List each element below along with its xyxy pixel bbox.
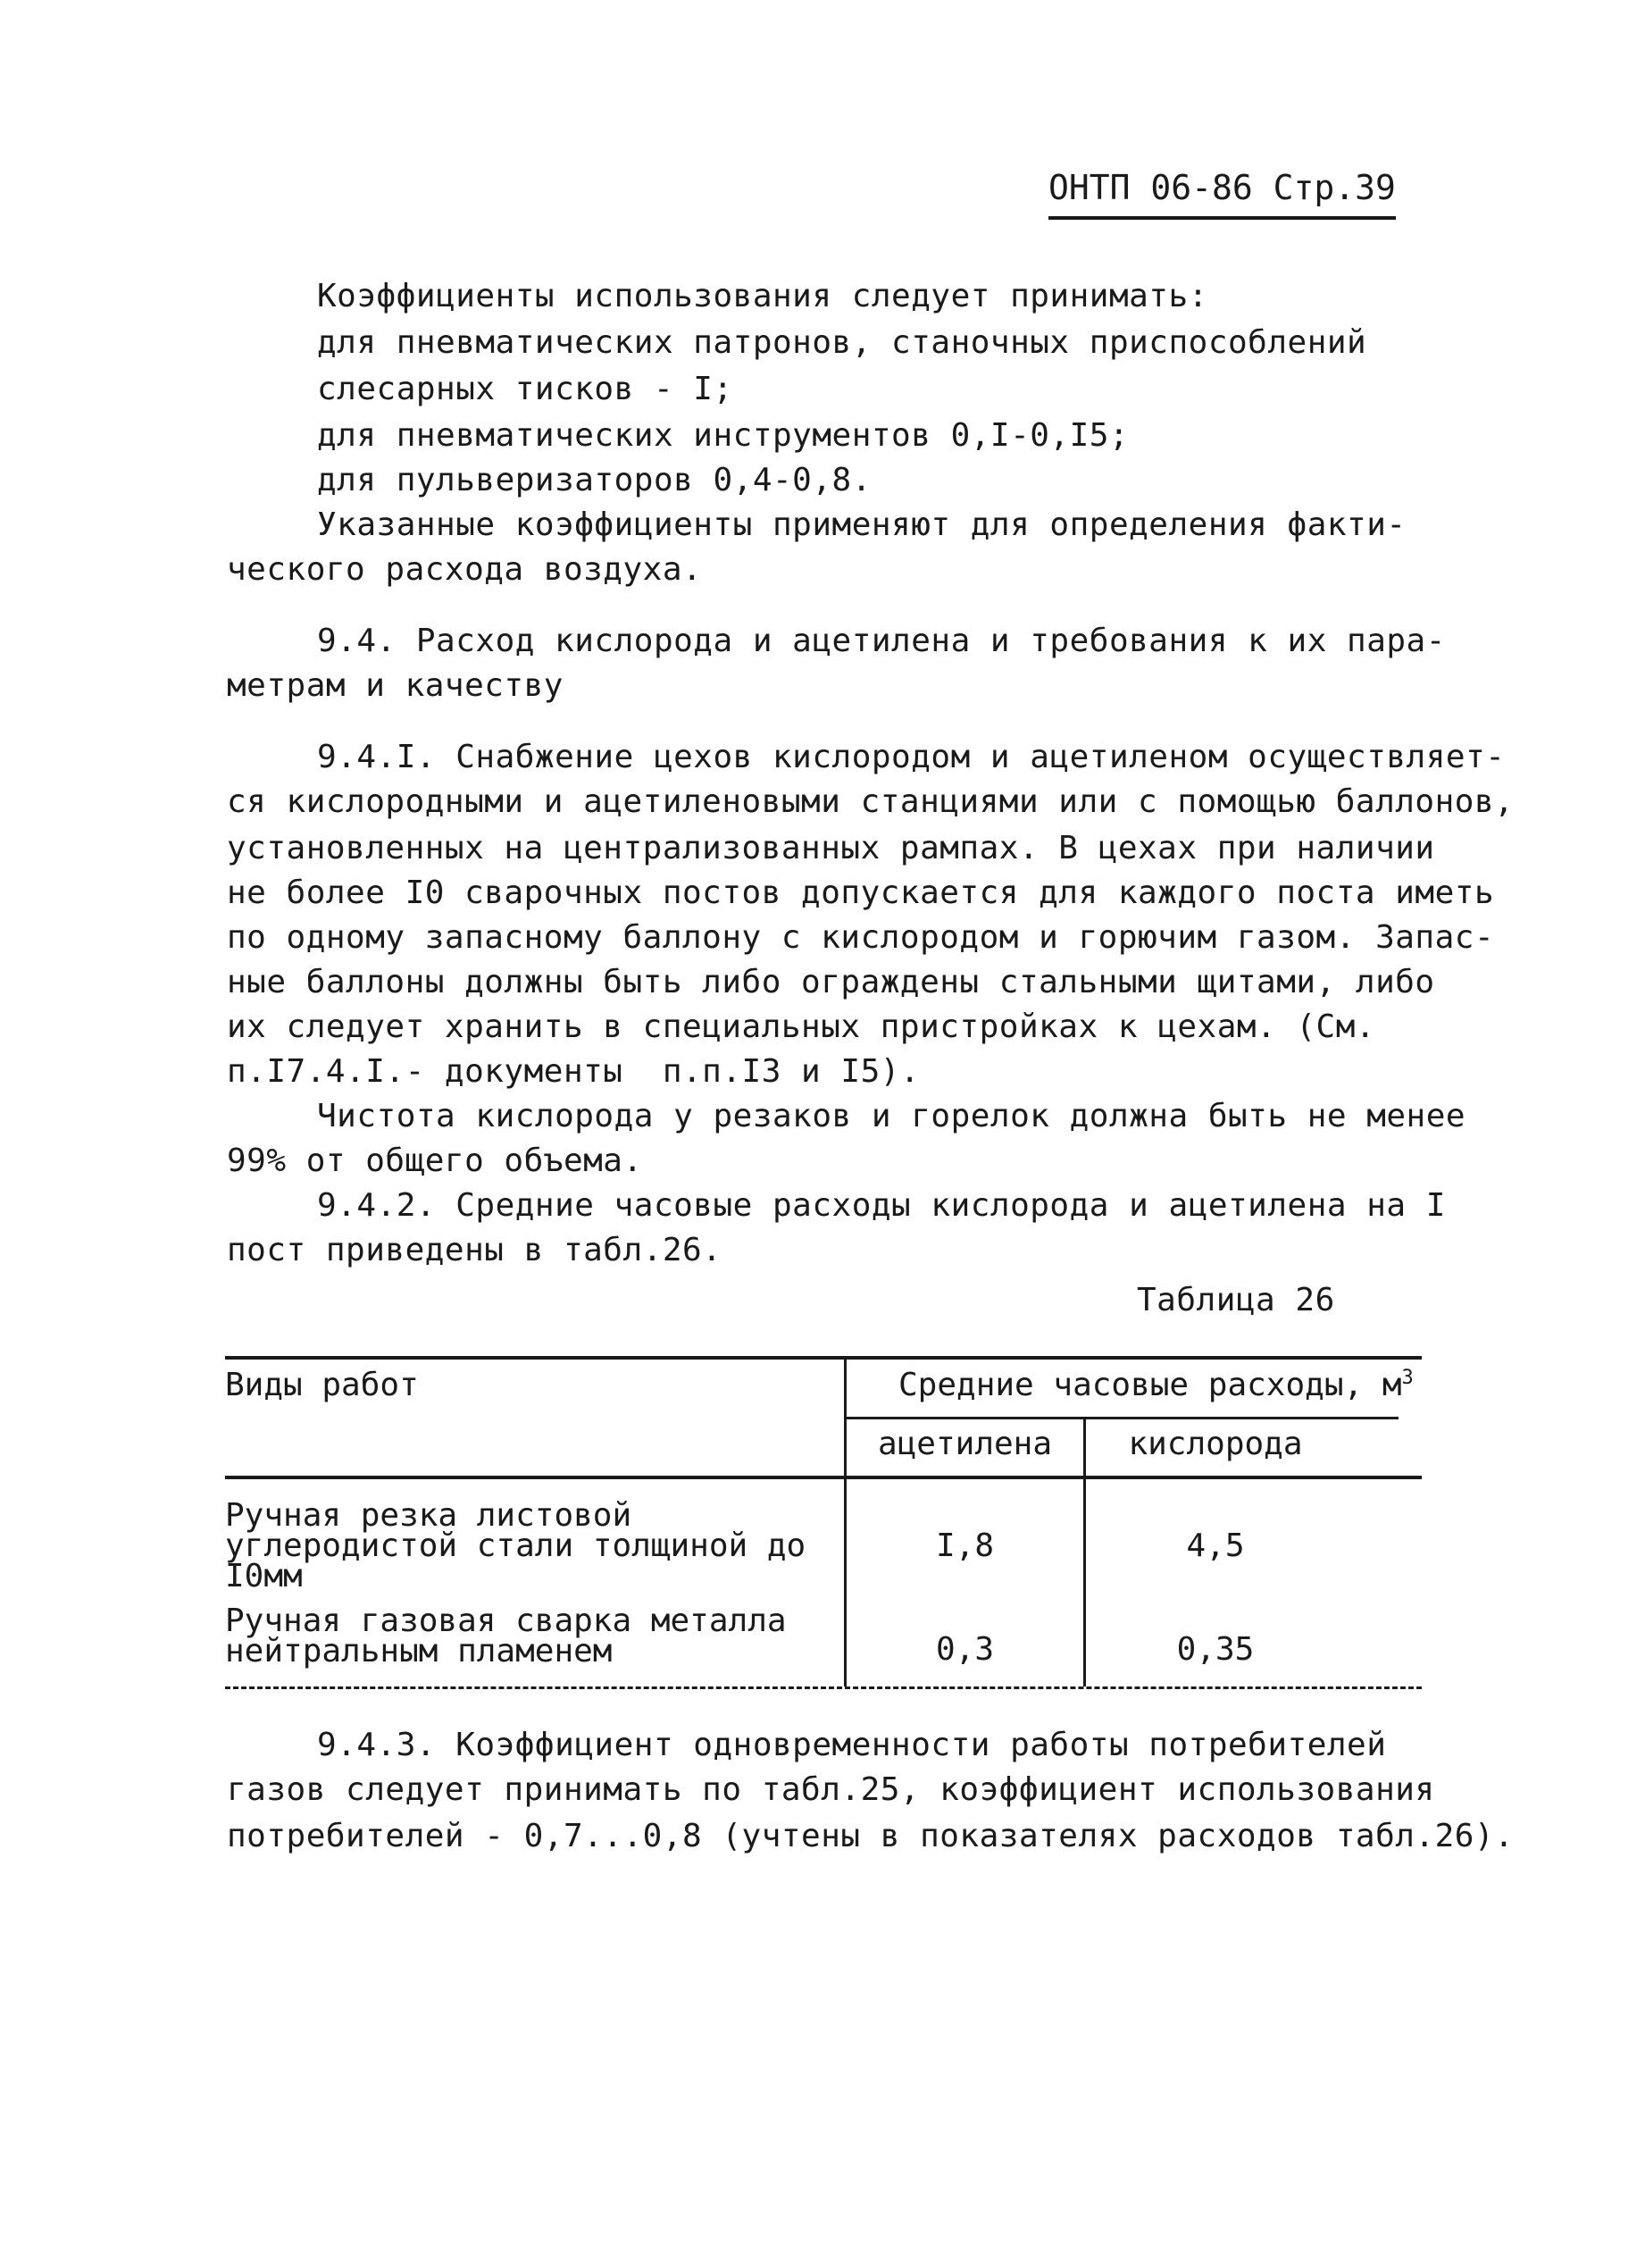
section-9-4-line-1: 9.4. Расход кислорода и ацетилена и требования к их пара- xyxy=(317,623,1446,659)
section-9-4-line-2: метрам и качеству xyxy=(227,667,564,704)
section-9-4-1-line-4: не более I0 сварочных постов допускается для каждого поста иметь xyxy=(227,875,1495,911)
page-header: ОНТП 06-86 Стр.39 xyxy=(1048,168,1396,220)
section-9-4-1-line-9: Чистота кислорода у резаков и горелок должна быть не менее xyxy=(317,1098,1466,1134)
table-header-group-sup: 3 xyxy=(1401,1367,1414,1389)
section-9-4-1-line-7: их следует хранить в специальных пристройках к цехам. (См. xyxy=(227,1008,1376,1045)
section-9-4-3-line-2: газов следует принимать по табл.25, коэффициент использования xyxy=(227,1771,1435,1808)
intro-line-5: для пульверизаторов 0,4-0,8. xyxy=(317,462,872,498)
section-9-4-1-line-3: установленных на централизованных рампах. В цехах при наличии xyxy=(227,830,1435,866)
section-9-4-3-line-1: 9.4.3. Коэффициент одновременности работы потребителей xyxy=(317,1727,1387,1763)
table-header-group xyxy=(898,1367,1414,1403)
section-9-4-1-line-2: ся кислородными и ацетиленовыми станциями или с помощью баллонов, xyxy=(227,783,1515,820)
table-header-acetylene: ацетилена xyxy=(877,1426,1053,1462)
table-header-oxygen: кислорода xyxy=(1128,1426,1303,1462)
section-9-4-1-line-5: по одному запасному баллону с кислородом и горючим газом. Запас- xyxy=(227,919,1495,956)
table-bottom-rule xyxy=(225,1686,1422,1689)
table-row-1-acetylene: I,8 xyxy=(935,1527,995,1564)
table-header-bottom-rule xyxy=(225,1476,1422,1479)
intro-line-1: Коэффициенты использования следует принимать: xyxy=(317,278,1208,314)
intro-line-2: для пневматических патронов, станочных приспособлений xyxy=(317,324,1367,361)
table-row-2-acetylene: 0,3 xyxy=(935,1631,995,1668)
table-header-sub-rule xyxy=(845,1417,1399,1419)
table-row-1-oxygen: 4,5 xyxy=(1186,1527,1245,1564)
intro-line-4: для пневматических инструментов 0,I-0,I5; xyxy=(317,417,1130,454)
section-9-4-1-line-10: 99% от общего объема. xyxy=(227,1142,643,1179)
table-header-group-label: Средние часовые расходы, м xyxy=(898,1367,1402,1403)
table-header-work: Виды работ xyxy=(225,1367,419,1403)
table-row-1-work: Ручная резка листовой углеродистой стали толщиной до I0мм xyxy=(225,1497,806,1594)
intro-line-3: слесарных тисков - I; xyxy=(317,371,733,407)
table-caption: Таблица 26 xyxy=(1137,1282,1335,1318)
section-9-4-1-line-1: 9.4.I. Снабжение цехов кислородом и ацетиленом осуществляет- xyxy=(317,739,1506,775)
table-top-rule xyxy=(225,1356,1422,1360)
section-9-4-1-line-8: п.I7.4.I.- документы п.п.I3 и I5). xyxy=(227,1053,921,1090)
section-9-4-3-line-3: потребителей - 0,7...0,8 (учтены в показателях расходов табл.26). xyxy=(227,1818,1515,1854)
section-9-4-2-line-1: 9.4.2. Средние часовые расходы кислорода и ацетилена на I xyxy=(317,1187,1446,1224)
section-9-4-2-line-2: пост приведены в табл.26. xyxy=(227,1232,722,1268)
intro-line-7: ческого расхода воздуха. xyxy=(227,551,703,588)
section-9-4-1-line-6: ные баллоны должны быть либо ограждены стальными щитами, либо xyxy=(227,964,1435,1000)
table-row-2-work: Ручная газовая сварка металла нейтральным пламенем xyxy=(225,1603,787,1670)
intro-line-6: Указанные коэффициенты применяют для определения факти- xyxy=(317,506,1407,543)
table-row-2-oxygen: 0,35 xyxy=(1176,1631,1255,1668)
